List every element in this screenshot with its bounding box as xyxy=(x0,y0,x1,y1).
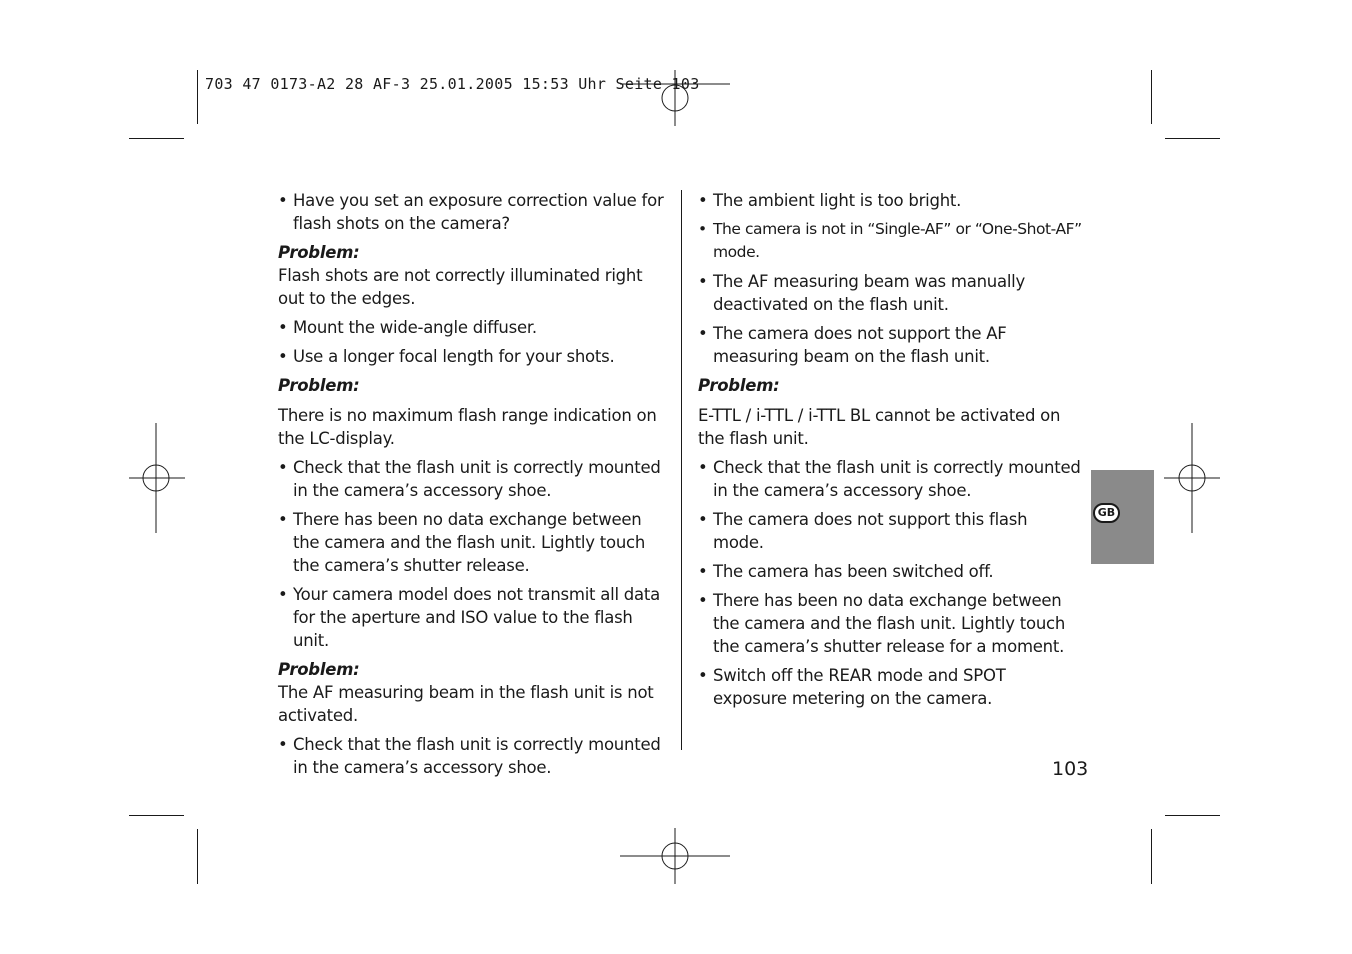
list-item xyxy=(698,189,1083,212)
registration-mark-bottom xyxy=(620,828,730,884)
list-item xyxy=(698,322,1083,368)
problem-description: E-TTL / i-TTL / i-TTL BL cannot be activated on the flash unit. xyxy=(698,406,1061,448)
crop-mark-top-left-vertical xyxy=(197,70,198,124)
bullet-dot: • xyxy=(278,191,288,210)
bullet-dot: • xyxy=(278,458,288,477)
problem-heading: Problem: xyxy=(698,376,780,395)
print-slug: 703 47 0173-A2 28 AF-3 25.01.2005 15:53 Uhr Seite 103 xyxy=(205,75,700,93)
list-item-text: Use a longer focal length for your shots. xyxy=(293,347,615,366)
list-item-text: Check that the flash unit is correctly mounted in the camera’s accessory shoe. xyxy=(293,458,661,500)
crop-mark-bottom-right-horizontal xyxy=(1165,815,1220,816)
list-item xyxy=(698,270,1083,316)
problem-description: The AF measuring beam in the flash unit is not activated. xyxy=(278,683,654,725)
registration-mark-left xyxy=(129,423,185,533)
bullet-dot: • xyxy=(698,324,708,343)
crop-mark-bottom-left-horizontal xyxy=(129,815,184,816)
list-item xyxy=(698,560,1083,583)
bullet-dot: • xyxy=(698,220,707,238)
list-item xyxy=(698,508,1083,554)
registration-mark-top xyxy=(620,70,730,126)
list-item-text: Mount the wide-angle diffuser. xyxy=(293,318,537,337)
left-column xyxy=(278,189,666,785)
page-number: 103 xyxy=(1052,758,1089,780)
problem-heading: Problem: xyxy=(278,660,360,679)
bullet-dot: • xyxy=(698,591,708,610)
list-item xyxy=(278,189,666,235)
list-item-text: The ambient light is too bright. xyxy=(713,191,962,210)
right-column xyxy=(698,189,1083,716)
crop-mark-top-right-vertical xyxy=(1151,70,1152,124)
problem-heading: Problem: xyxy=(278,376,360,395)
problem-heading: Problem: xyxy=(278,243,360,262)
list-item-text: Check that the flash unit is correctly mounted in the camera’s accessory shoe. xyxy=(713,458,1081,500)
list-item-text: Your camera model does not transmit all data for the aperture and ISO value to the flash unit. xyxy=(293,585,660,650)
list-item-text: There has been no data exchange between the camera and the flash unit. Lightly touch the camera’s shutter release for a moment. xyxy=(713,591,1066,656)
list-item xyxy=(278,456,666,502)
list-item xyxy=(278,345,666,368)
list-item xyxy=(278,733,666,779)
list-item xyxy=(698,456,1083,502)
list-item-text: There has been no data exchange between the camera and the flash unit. Lightly touch the camera’s shutter release. xyxy=(293,510,646,575)
crop-mark-top-right-horizontal xyxy=(1165,138,1220,139)
list-item xyxy=(278,583,666,652)
list-item xyxy=(698,589,1083,658)
bullet-dot: • xyxy=(278,347,288,366)
bullet-dot: • xyxy=(698,562,708,581)
bullet-dot: • xyxy=(698,272,708,291)
list-item-text: The camera does not support the AF measuring beam on the flash unit. xyxy=(713,324,1007,366)
problem-description: There is no maximum flash range indication on the LC-display. xyxy=(278,406,657,448)
list-item-text: The AF measuring beam was manually deactivated on the flash unit. xyxy=(713,272,1026,314)
list-item-text: Check that the flash unit is correctly mounted in the camera’s accessory shoe. xyxy=(293,735,661,777)
list-item xyxy=(698,218,1083,264)
list-item-text: Have you set an exposure correction value for flash shots on the camera? xyxy=(293,191,664,233)
list-item-text: The camera has been switched off. xyxy=(713,562,994,581)
list-item-text: The camera is not in “Single-AF” or “One-Shot-AF” mode. xyxy=(713,220,1082,261)
crop-mark-bottom-left-vertical xyxy=(197,829,198,884)
column-divider xyxy=(681,190,682,750)
registration-mark-right xyxy=(1164,423,1220,533)
list-item xyxy=(698,664,1083,710)
bullet-dot: • xyxy=(278,585,288,604)
list-item xyxy=(278,508,666,577)
language-badge: GB xyxy=(1093,503,1120,523)
bullet-dot: • xyxy=(698,458,708,477)
list-item xyxy=(278,316,666,339)
list-item-text: Switch off the REAR mode and SPOT exposure metering on the camera. xyxy=(713,666,1006,708)
bullet-dot: • xyxy=(278,735,288,754)
crop-mark-top-left-horizontal xyxy=(129,138,184,139)
bullet-dot: • xyxy=(278,510,288,529)
list-item-text: The camera does not support this flash mode. xyxy=(713,510,1028,552)
problem-description: Flash shots are not correctly illuminated right out to the edges. xyxy=(278,266,643,308)
bullet-dot: • xyxy=(698,510,708,529)
bullet-dot: • xyxy=(698,191,708,210)
bullet-dot: • xyxy=(698,666,708,685)
crop-mark-bottom-right-vertical xyxy=(1151,829,1152,884)
bullet-dot: • xyxy=(278,318,288,337)
